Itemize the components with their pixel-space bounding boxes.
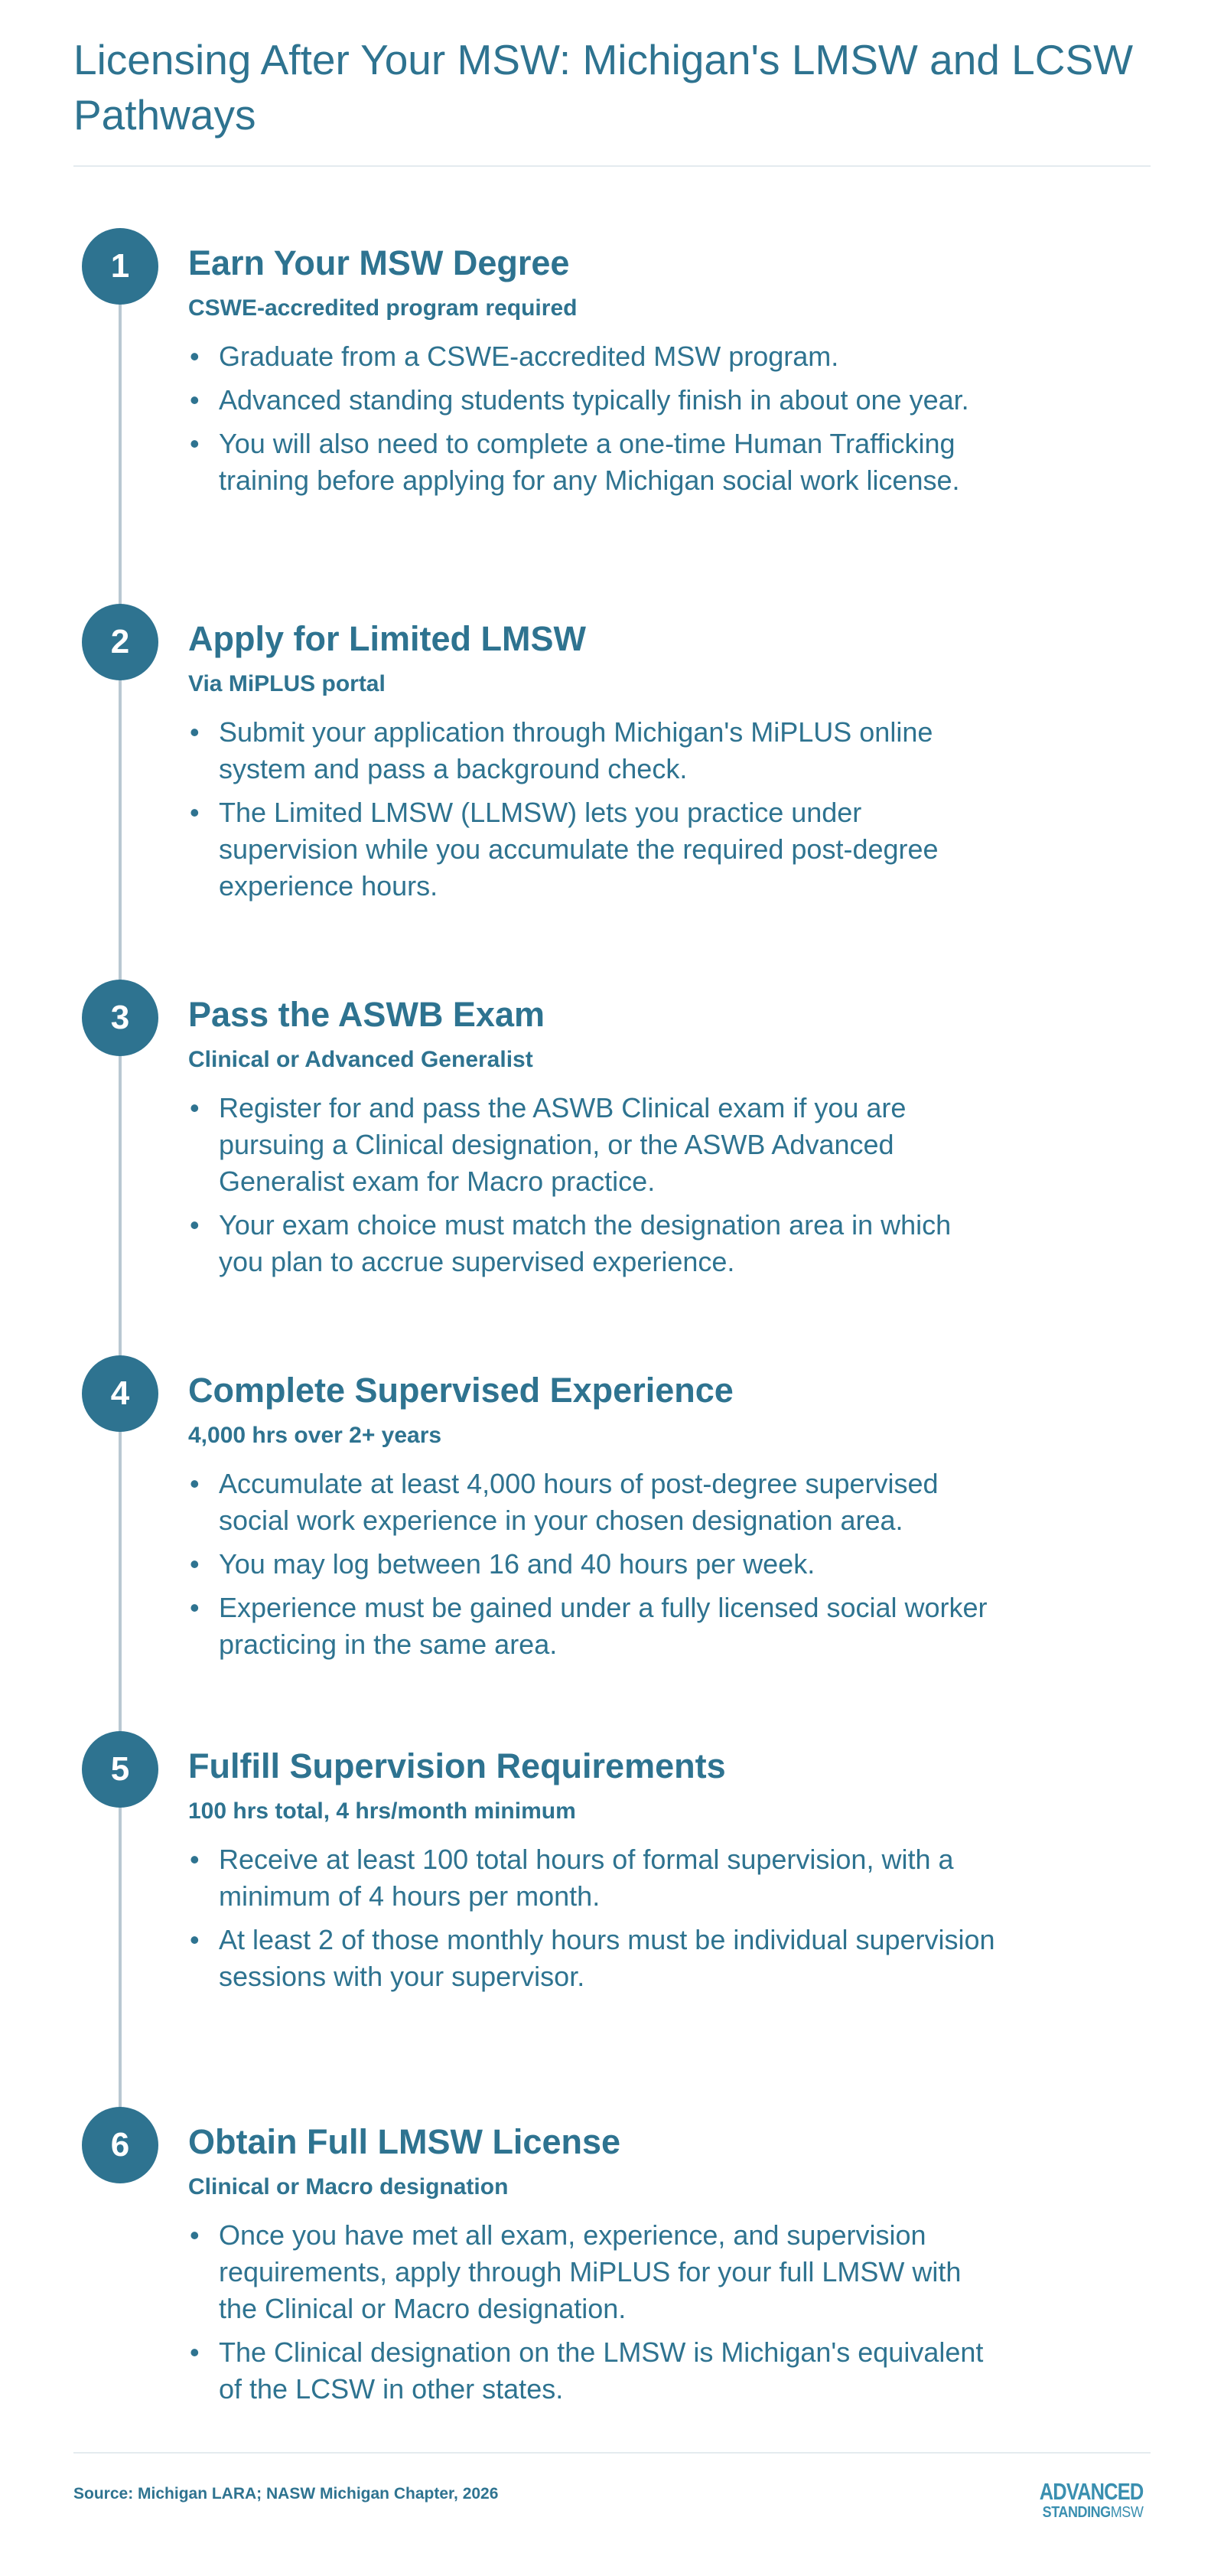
step-bullet-list — [188, 1090, 999, 1287]
bullet-item — [188, 714, 999, 787]
logo-wordmark-bottom — [1029, 2505, 1143, 2520]
step-number-badge: 2 — [82, 604, 158, 680]
footer-divider — [73, 2452, 1151, 2454]
bullet-text: Graduate from a CSWE-accredited MSW program. — [219, 341, 839, 372]
bullet-item — [188, 426, 999, 499]
bullet-item — [188, 1546, 999, 1583]
step-bullet-list — [188, 338, 999, 506]
bullet-dot-icon: • — [190, 1548, 200, 1580]
bullet-dot-icon: • — [190, 428, 200, 459]
step-title: Obtain Full LMSW License — [188, 2122, 621, 2161]
bullet-item — [188, 338, 999, 375]
step-bullet-list — [188, 714, 999, 911]
bullet-text: Receive at least 100 total hours of formal supervision, with a minimum of 4 hours per month. — [219, 1844, 954, 1912]
bullet-text: The Clinical designation on the LMSW is Michigan's equivalent of the LCSW in other states. — [219, 2336, 984, 2405]
bullet-text: At least 2 of those monthly hours must be individual supervision sessions with your supervisor. — [219, 1924, 995, 1992]
step-title: Apply for Limited LMSW — [188, 619, 586, 658]
bullet-item — [188, 1466, 999, 1539]
logo-wordmark-top: ADVANCED — [1039, 2478, 1143, 2505]
bullet-text: Experience must be gained under a fully licensed social worker practicing in the same area. — [219, 1592, 988, 1660]
bullet-dot-icon: • — [190, 384, 200, 416]
bullet-dot-icon: • — [190, 341, 200, 372]
title-divider — [73, 165, 1151, 167]
bullet-item — [188, 794, 999, 905]
step-title: Fulfill Supervision Requirements — [188, 1746, 726, 1785]
step-bullet-list — [188, 1841, 999, 2002]
bullet-dot-icon: • — [190, 1209, 200, 1241]
bullet-item — [188, 1922, 999, 1995]
bullet-dot-icon: • — [190, 797, 200, 828]
bullet-dot-icon: • — [190, 1592, 200, 1623]
bullet-text: Accumulate at least 4,000 hours of post-degree supervised social work experience in your chosen designation area. — [219, 1468, 939, 1536]
bullet-text: The Limited LMSW (LLMSW) lets you practice under supervision while you accumulate the required post-degree experience hours. — [219, 797, 939, 902]
bullet-dot-icon: • — [190, 1468, 200, 1499]
step-bullet-list — [188, 1466, 999, 1670]
step-number-badge: 5 — [82, 1731, 158, 1808]
bullet-item — [188, 1841, 999, 1915]
step-title: Earn Your MSW Degree — [188, 243, 570, 282]
step-number-badge: 1 — [82, 228, 158, 305]
bullet-dot-icon: • — [190, 1844, 200, 1875]
bullet-item — [188, 1590, 999, 1663]
logo-word-msw: MSW — [1110, 2504, 1143, 2521]
bullet-dot-icon: • — [190, 1924, 200, 1955]
bullet-dot-icon: • — [190, 716, 200, 748]
step-subtitle: CSWE-accredited program required — [188, 295, 578, 321]
bullet-item — [188, 2334, 999, 2408]
bullet-item — [188, 1207, 999, 1280]
bullet-text: Submit your application through Michigan's MiPLUS online system and pass a background check. — [219, 716, 933, 784]
bullet-text: Register for and pass the ASWB Clinical exam if you are pursuing a Clinical designation, or the ASWB Advanced Generalist exam for Macro practice. — [219, 1092, 907, 1197]
bullet-dot-icon: • — [190, 2336, 200, 2368]
source-citation: Source: Michigan LARA; NASW Michigan Chapter, 2026 — [73, 2485, 499, 2503]
step-subtitle: Via MiPLUS portal — [188, 671, 386, 696]
bullet-text: Your exam choice must match the designation area in which you plan to accrue supervised experience. — [219, 1209, 952, 1277]
step-subtitle: 100 hrs total, 4 hrs/month minimum — [188, 1798, 576, 1824]
step-title: Complete Supervised Experience — [188, 1371, 734, 1410]
step-number-badge: 4 — [82, 1355, 158, 1432]
step-number-badge: 6 — [82, 2107, 158, 2183]
infographic-page — [73, 0, 1151, 2576]
bullet-item — [188, 382, 999, 419]
bullet-item — [188, 1090, 999, 1200]
timeline-line — [119, 266, 122, 2118]
bullet-text: You may log between 16 and 40 hours per week. — [219, 1548, 815, 1580]
bullet-text: Once you have met all exam, experience, and supervision requirements, apply through MiPLUS for your full LMSW with the Clinical or Macro designation. — [219, 2219, 962, 2324]
step-subtitle: 4,000 hrs over 2+ years — [188, 1423, 442, 1448]
bullet-dot-icon: • — [190, 2219, 200, 2251]
step-subtitle: Clinical or Macro designation — [188, 2174, 509, 2199]
step-title: Pass the ASWB Exam — [188, 995, 545, 1034]
logo-word-standing: STANDING — [1042, 2504, 1111, 2521]
step-subtitle: Clinical or Advanced Generalist — [188, 1047, 533, 1072]
step-number-badge: 3 — [82, 980, 158, 1056]
bullet-item — [188, 2217, 999, 2327]
page-title: Licensing After Your MSW: Michigan's LMSW and LCSW Pathways — [73, 36, 1134, 139]
brand-logo — [1017, 2480, 1143, 2520]
step-bullet-list — [188, 2217, 999, 2415]
bullet-text: Advanced standing students typically finish in about one year. — [219, 384, 969, 416]
bullet-dot-icon: • — [190, 1092, 200, 1123]
bullet-text: You will also need to complete a one-time Human Trafficking training before applying for any Michigan social work license. — [219, 428, 960, 496]
